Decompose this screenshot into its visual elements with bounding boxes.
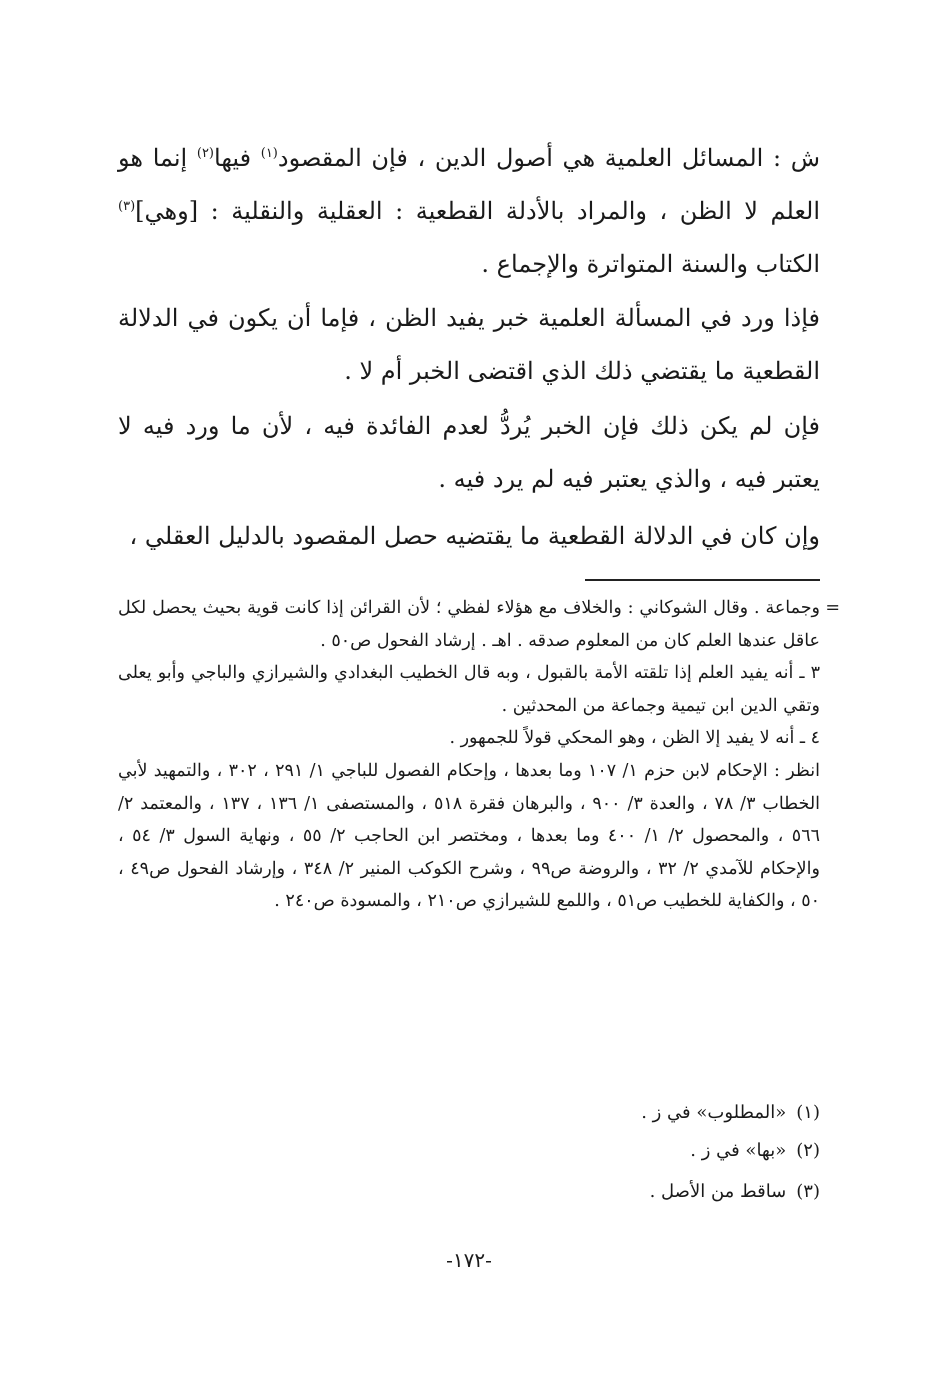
footnote-ref-3: (٣)	[118, 199, 136, 214]
footnote-1-text: «المطلوب» في ز .	[641, 1102, 787, 1123]
footnote-ref-2: (٢)	[196, 146, 214, 161]
note-item-4: ٤ ـ أنه لا يفيد إلا الظن ، وهو المحكي قولاً للجمهور .	[449, 728, 820, 749]
page-number: -١٧٢-	[446, 1248, 492, 1272]
p1-text-d: الكتاب والسنة المتواترة والإجماع .	[481, 250, 820, 278]
footnote-2	[118, 1136, 820, 1166]
p1-text-a: ش : المسائل العلمية هي أصول الدين ، فإن المقصود	[277, 144, 820, 172]
footnote-2-number: (٢)	[796, 1140, 820, 1161]
paragraph-1	[118, 132, 820, 291]
continuation-mark: =	[825, 598, 840, 618]
footnote-1	[118, 1098, 820, 1128]
page	[118, 0, 840, 1375]
p1-text-c: إنما هو العلم لا الظن ، والمراد بالأدلة القطعية : العقلية والنقلية : [وهي]	[118, 144, 820, 225]
footnotes-continued	[118, 592, 840, 918]
note-continuation	[118, 592, 840, 657]
paragraph-2: فإذا ورد في المسألة العلمية خبر يفيد الظن ، فإما أن يكون في الدلالة القطعية ما يقتضي ذلك الذي اقتضى الخبر أم لا .	[118, 304, 820, 385]
footnote-separator	[585, 579, 820, 581]
footnote-3-number: (٣)	[796, 1181, 820, 1202]
paragraph-3: فإن لم يكن ذلك فإن الخبر يُردُّ لعدم الفائدة فيه ، لأن ما ورد فيه لا يعتبر فيه ، والذي يعتبر فيه لم يرد فيه .	[118, 412, 820, 493]
note-references: انظر : الإحكام لابن حزم ١/ ١٠٧ وما بعدها ، وإحكام الفصول للباجي ١/ ٢٩١ ، ٣٠٢ ، والتمهيد لأبي الخطاب ٣/ ٧٨ ، والعدة ٣/ ٩٠٠ ، والبرهان فقرة ٥١٨ ، والمستصفى ١/ ١٣٦ ، ١٣٧ ، والمعتمد ٢/ ٥٦٦ ، والمحصول ٢/ ١/ ٤٠٠ وما بعدها ، ومختصر ابن الحاجب ٢/ ٥٥ ، ونهاية السول ٣/ ٥٤ ، والإحكام للآمدي ٢/ ٣٢ ، والروضة ص٩٩ ، وشرح الكوكب المنير ٢/ ٣٤٨ ، وإرشاد الفحول ص٤٩ ، ٥٠ ، والكفاية للخطيب ص٥١ ، واللمع للشيرازي ص٢١٠ ، والمسودة ص٢٤٠ .	[118, 760, 821, 912]
note-item-3: ٣ ـ أنه يفيد العلم إذا تلقته الأمة بالقبول ، وبه قال الخطيب البغدادي والشيرازي والباجي وأبو يعلى وتقي الدين ابن تيمية وجماعة من المحدثين .	[118, 663, 820, 716]
footnote-3	[118, 1177, 820, 1207]
p1-text-b: فيها	[214, 144, 261, 172]
footnote-3-text: ساقط من الأصل .	[649, 1181, 787, 1202]
footnote-ref-1: (١)	[260, 146, 278, 161]
footnote-2-text: «بها» في ز .	[690, 1140, 787, 1161]
note-continuation-text: وجماعة . وقال الشوكاني : والخلاف مع هؤلاء لفظي ؛ لأن القرائن إذا كانت قوية بحيث يحصل لكل عاقل عندها العلم كان من المعلوم صدقه . اهـ . إرشاد الفحول ص٥٠ .	[118, 598, 820, 651]
footnote-1-number: (١)	[796, 1102, 820, 1123]
paragraph-4: وإن كان في الدلالة القطعية ما يقتضيه حصل المقصود بالدليل العقلي ،	[129, 522, 820, 550]
